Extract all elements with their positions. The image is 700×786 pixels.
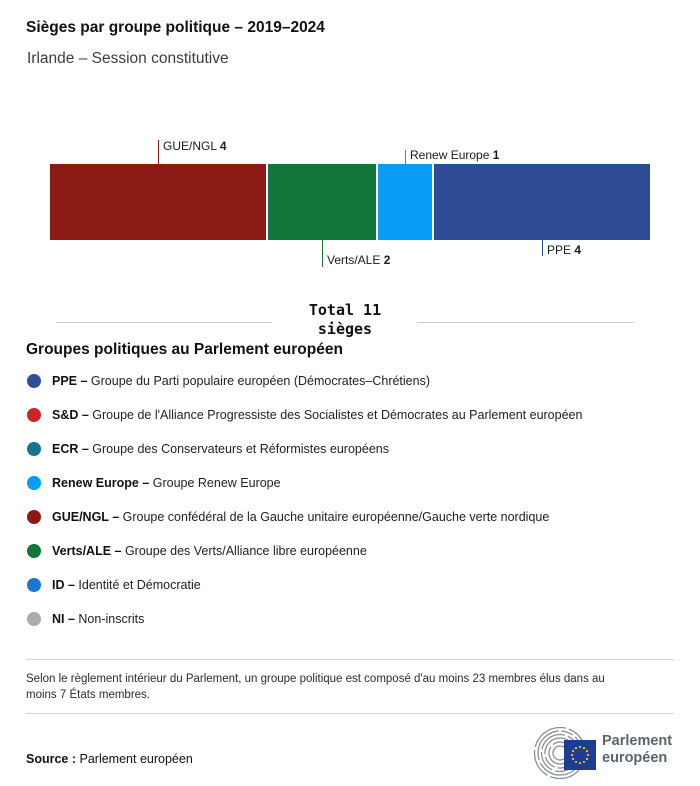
logo-line2: européen (602, 750, 668, 766)
legend-color-dot (27, 476, 41, 490)
seats-bar-chart (50, 139, 650, 267)
legend-item-verts-ale (26, 534, 676, 568)
legend-label: Verts/ALE – Groupe des Verts/Alliance libre européenne (52, 544, 367, 558)
legend-item-ni (26, 602, 676, 636)
source-value-text: Parlement européen (79, 752, 193, 766)
legend-color-dot (27, 612, 41, 626)
callout-label: GUE/NGL 4 (163, 139, 227, 153)
legend-color-dot (27, 544, 41, 558)
source-line (26, 752, 193, 766)
eu-flag (564, 740, 596, 770)
total-divider-right (417, 322, 634, 323)
callout-line (542, 240, 543, 256)
logo-wordmark (602, 733, 672, 767)
legend-item-s-d (26, 398, 676, 432)
callout-line (158, 140, 159, 164)
legend-color-dot (27, 408, 41, 422)
bar-segment-verts-ale (268, 164, 376, 240)
logo-line1: Parlement (602, 733, 673, 749)
callout-label: Verts/ALE 2 (327, 253, 391, 267)
bar-segment-gue-ngl (50, 164, 266, 240)
bar-segment-renew-europe (378, 164, 432, 240)
bar-segment-ppe (434, 164, 650, 240)
legend-item-ecr (26, 432, 676, 466)
legend-item-ppe (26, 364, 676, 398)
legend-color-dot (27, 442, 41, 456)
hemicycle-flag-icon (527, 726, 601, 780)
legend-item-renew-europe (26, 466, 676, 500)
legend-label: Renew Europe – Groupe Renew Europe (52, 476, 281, 490)
legend-color-dot (27, 374, 41, 388)
legend-color-dot (27, 578, 41, 592)
source-label: Source : (26, 752, 77, 766)
callout-line (322, 240, 323, 267)
legend-label: S&D – Groupe de l'Alliance Progressiste des Socialistes et Démocrates au Parlement européen (52, 408, 583, 422)
legend-color-dot (27, 510, 41, 524)
page-subtitle: Irlande – Session constitutive (27, 50, 229, 67)
page-title: Sièges par groupe politique – 2019–2024 (26, 19, 325, 36)
total-seats-label (270, 301, 420, 339)
legend-label: PPE – Groupe du Parti populaire européen (Démocrates–Chrétiens) (52, 374, 430, 388)
total-seats-line2: sièges (317, 320, 373, 338)
legend-label: ECR – Groupe des Conservateurs et Réformistes européens (52, 442, 389, 456)
legend-heading: Groupes politiques au Parlement européen (26, 341, 343, 358)
legend-label: GUE/NGL – Groupe confédéral de la Gauche unitaire européenne/Gauche verte nordique (52, 510, 550, 524)
legend-label: NI – Non-inscrits (52, 612, 145, 626)
note-divider-top (26, 659, 674, 660)
legend-item-id (26, 568, 676, 602)
total-divider-left (56, 322, 272, 323)
total-seats-line1: Total 11 (308, 301, 382, 319)
european-parliament-logo (527, 726, 677, 780)
callout-label: Renew Europe 1 (410, 148, 500, 162)
footnote: Selon le règlement intérieur du Parlement, un groupe politique est composé d'au moins 23 membres élus dans au moins 7 États membres. (26, 673, 605, 701)
legend-label: ID – Identité et Démocratie (52, 578, 201, 592)
note-divider-bottom (26, 713, 674, 714)
legend-item-gue-ngl (26, 500, 676, 534)
callout-label: PPE 4 (547, 243, 582, 257)
legend-list (26, 364, 676, 636)
callout-line (405, 150, 406, 164)
